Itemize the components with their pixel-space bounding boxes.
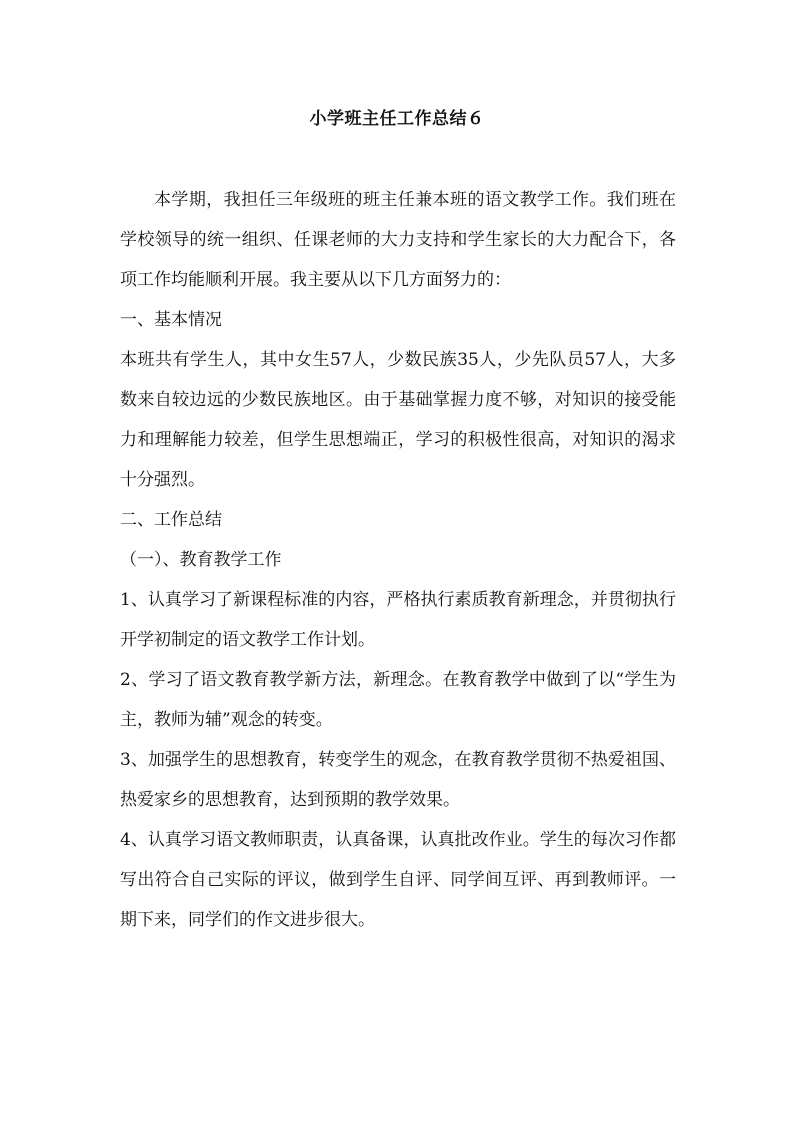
document-title: 小学班主任工作总结６ xyxy=(309,109,485,129)
intro-paragraph: 本学期，我担任三年级班的班主任兼本班的语文教学工作。我们班在学校领导的统一组织、任课老师的大力支持和学生家长的大力配合下，各项工作均能顺利开展。我主要从以下几方面努力的： xyxy=(120,190,676,290)
section-heading-basic-info: 一、基本情况 xyxy=(120,310,222,330)
list-item-4: 4、认真学习语文教师职责，认真备课，认真批改作业。学生的每次习作都写出符合自己实际的评议，做到学生自评、同学间互评、再到教师评。一期下来，同学们的作文进步很大。 xyxy=(120,830,676,930)
section-heading-work-summary: 二、工作总结 xyxy=(120,510,222,530)
basic-info-paragraph: 本班共有学生人，其中女生57人，少数民族35人，少先队员57人，大多数来自较边远的少数民族地区。由于基础掌握力度不够，对知识的接受能力和理解能力较差，但学生思想端正，学习的积极性很高，对知识的渴求十分强烈。 xyxy=(120,350,676,490)
list-item-3: 3、加强学生的思想教育，转变学生的观念，在教育教学贯彻不热爱祖国、热爱家乡的思想教育，达到预期的教学效果。 xyxy=(120,750,676,810)
list-item-2: 2、学习了语文教育教学新方法，新理念。在教育教学中做到了以“学生为主，教师为辅”观念的转变。 xyxy=(120,670,676,730)
list-item-1: 1、认真学习了新课程标准的内容，严格执行素质教育新理念，并贯彻执行开学初制定的语文教学工作计划。 xyxy=(120,590,676,650)
subsection-heading-teaching: （一）、教育教学工作 xyxy=(120,550,282,570)
document-body xyxy=(120,180,676,940)
